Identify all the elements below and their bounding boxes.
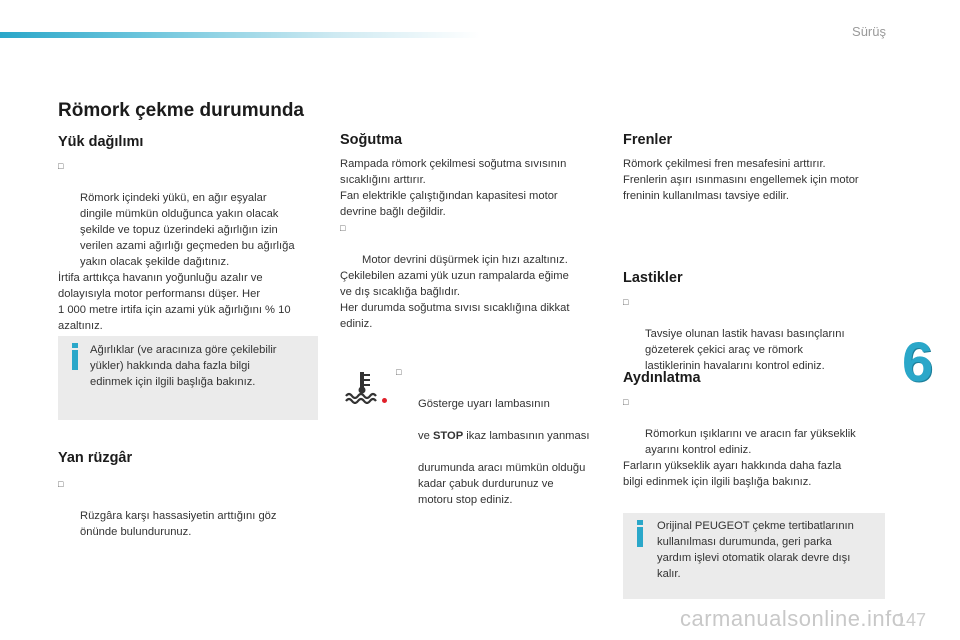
coolant-warning-block xyxy=(340,364,602,506)
bullet-tyres-text: Tavsiye olunan lastik havası basınçlarını gözeterek çekici araç ve römork lastiklerinin havalarını kontrol ediniz. xyxy=(645,328,845,372)
info-peugeot-text: Orijinal PEUGEOT çekme tertibatlarının kullanılması durumunda, geri parka yardım işlevi otomatik olarak devre dışı kalır. xyxy=(657,520,854,580)
bullet-warning xyxy=(396,364,629,508)
heading-load-distribution: Yük dağılımı xyxy=(58,134,144,150)
checkbox-bullet-icon: □ xyxy=(58,161,64,171)
bullet-cooling-text: Motor devrini düşürmek için hızı azaltınız. xyxy=(362,254,568,266)
chapter-number: 6 xyxy=(902,330,934,393)
warning-line-2: ikaz lambasının yanması xyxy=(463,430,590,442)
warning-pre: ve xyxy=(418,430,433,442)
bullet-wind xyxy=(58,476,320,540)
column-3-lighting xyxy=(623,370,889,490)
column-2 xyxy=(340,132,606,332)
bullet-load-text: Römork içindeki yükü, en ağır eşyalar dingile mümkün olduğunca yakın olacak şekilde ve topuz üzerindeki ağırlığın izin verilen azami ağırlığı geçmeden bu ağırlığa yakın olacak şekilde dağıtınız. xyxy=(80,192,295,268)
info-box-peugeot xyxy=(623,513,885,599)
bullet-tyres xyxy=(623,294,889,374)
column-3 xyxy=(623,132,889,204)
paragraph-lighting: Farların yükseklik ayarı hakkında daha fazla bilgi edinmek için ilgili başlığa bakınız. xyxy=(623,460,842,488)
info-icon xyxy=(637,527,643,547)
info-icon xyxy=(72,350,78,370)
paragraph-cooling-2: Çekilebilen azami yük uzun rampalarda eğime ve dış sıcaklığa bağlıdır. Her durumda soğutma sıvısı sıcaklığına dikkat ediniz. xyxy=(340,270,570,330)
stop-label: STOP xyxy=(432,430,464,442)
column-1-wind xyxy=(58,450,320,540)
bullet-cooling xyxy=(340,220,606,268)
checkbox-bullet-icon: □ xyxy=(623,297,629,307)
info-weights-text: Ağırlıklar (ve aracınıza göre çekilebilir yükler) hakkında daha fazla bilgi edinmek için ilgili başlığa bakınız. xyxy=(90,344,277,388)
column-1 xyxy=(58,134,320,334)
checkbox-bullet-icon: □ xyxy=(58,479,64,489)
warning-rest: durumunda aracı mümkün olduğu kadar çabuk durdurunuz ve motoru stop ediniz. xyxy=(418,462,586,506)
bullet-lighting-text: Römorkun ışıklarını ve aracın far yükseklik ayarını kontrol ediniz. xyxy=(645,428,856,456)
heading-lighting: Aydınlatma xyxy=(623,370,701,386)
section-title: Sürüş xyxy=(852,24,886,39)
heading-cooling: Soğutma xyxy=(340,132,403,148)
warning-red-dot xyxy=(382,398,387,403)
heading-crosswind: Yan rüzgâr xyxy=(58,450,133,466)
column-3-tyres xyxy=(623,270,889,374)
paragraph-cooling-1: Rampada römork çekilmesi soğutma sıvısının sıcaklığını arttırır. Fan elektrikle çalıştığından kapasitesi motor devrine bağlı değildir. xyxy=(340,158,567,218)
heading-tyres: Lastikler xyxy=(623,270,683,286)
checkbox-bullet-icon: □ xyxy=(340,223,346,233)
checkbox-bullet-icon: □ xyxy=(623,397,629,407)
coolant-temperature-warning-icon xyxy=(344,368,380,404)
page-title: Römork çekme durumunda xyxy=(58,100,304,121)
info-box-weights xyxy=(58,336,318,420)
header-accent-bar xyxy=(0,32,480,38)
bullet-lighting xyxy=(623,394,889,458)
paragraph-brakes: Römork çekilmesi fren mesafesini arttırır. Frenlerin aşırı ısınmasını engellemek için motor freninin kullanılması tavsiye edilir. xyxy=(623,158,859,202)
bullet-wind-text: Rüzgâra karşı hassasiyetin arttığını göz önünde bulundurunuz. xyxy=(80,510,277,538)
bullet-load xyxy=(58,158,320,270)
checkbox-bullet-icon: □ xyxy=(396,367,402,377)
paragraph-altitude: İrtifa arttıkça havanın yoğunluğu azalır ve dolayısıyla motor performansı düşer. Her 1 000 metre irtifa için azami yük ağırlığını % 10 azaltınız. xyxy=(58,272,291,332)
page-number: 147 xyxy=(895,610,926,630)
watermark: carmanualsonline.info xyxy=(680,606,905,631)
warning-line-1: Gösterge uyarı lambasının xyxy=(418,398,550,410)
heading-brakes: Frenler xyxy=(623,132,673,148)
